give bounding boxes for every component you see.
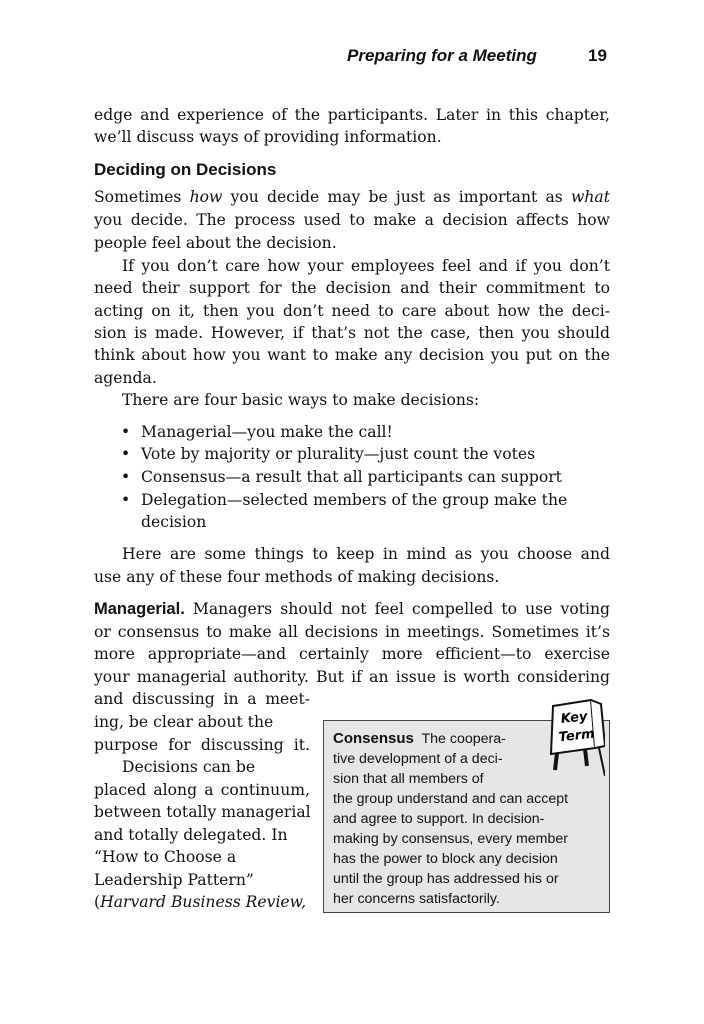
text-line (94, 566, 610, 588)
text-segment: more appropriate—and certainly more efficient—to exercise (94, 645, 610, 663)
bullet-item (121, 466, 610, 488)
bullet-item (121, 421, 610, 443)
bullet-icon: • (121, 445, 131, 463)
text-segment: Delegation—selected members of the group make the (141, 491, 568, 509)
text-segment: ing, be clear about the (94, 713, 274, 731)
text-segment: her concerns satisfactorily. (333, 891, 500, 907)
text-line (94, 126, 610, 148)
text-segment: until the group has addressed his or (333, 871, 559, 887)
running-header-title: Preparing for a Meeting (347, 46, 537, 65)
text-line (94, 232, 610, 254)
text-segment: you decide. The process used to make a decision affects how (94, 211, 610, 229)
text-segment: how (189, 188, 223, 206)
text-segment: Vote by majority or plurality—just count the votes (141, 445, 536, 463)
text-segment: purpose for discussing it. (94, 736, 310, 754)
text-segment: Here are some things to keep in mind as you choose and (122, 545, 610, 563)
text-segment: you decide may be just as important as (222, 188, 572, 206)
text-line (94, 711, 310, 733)
text-segment: Consensus—a result that all participants can support (141, 468, 562, 486)
text-line (122, 255, 610, 277)
definition-line (333, 849, 558, 869)
text-segment: If you don’t care how your employees feel and if you don’t (122, 257, 610, 275)
text-segment: Consensus (333, 730, 414, 747)
text-segment: edge and experience of the participants. Later in this chapter, (94, 106, 610, 124)
text-line (94, 277, 610, 299)
text-line (94, 300, 610, 322)
text-line (141, 511, 610, 533)
text-segment: Leadership Pattern” (94, 871, 254, 889)
text-segment: need their support for the decision and their commitment to (94, 279, 610, 297)
text-segment: There are four basic ways to make decisions: (122, 391, 480, 409)
text-segment: your managerial authority. But if an issue is worth considering (94, 668, 610, 686)
text-line (94, 643, 610, 665)
text-line (94, 104, 610, 126)
text-line (94, 598, 610, 620)
text-segment: and agree to support. In decision- (333, 811, 545, 827)
text-segment: placed along a continuum, (94, 781, 310, 799)
text-segment: making by consensus, every member (333, 831, 568, 847)
text-line (94, 209, 610, 231)
definition-line (333, 869, 559, 889)
text-segment: has the power to block any decision (333, 851, 558, 867)
bullet-item (121, 489, 610, 511)
key-term-badge-text: KeyTerm (558, 709, 596, 746)
definition-line (333, 889, 500, 909)
text-line (94, 734, 310, 756)
section-heading (94, 159, 610, 181)
definition-line (333, 749, 503, 769)
definition-line (333, 769, 484, 789)
text-segment: and discussing in a meet- (94, 690, 310, 708)
text-segment: Managerial. (94, 600, 185, 618)
text-line (94, 666, 610, 688)
text-segment: “How to Choose a (94, 848, 237, 866)
text-segment: we’ll discuss ways of providing information. (94, 128, 442, 146)
text-segment: Harvard Business Review, (100, 893, 307, 911)
page-number: 19 (588, 46, 607, 65)
text-segment: what (571, 188, 610, 206)
text-line (94, 824, 310, 846)
text-line (94, 846, 310, 868)
bullet-icon: • (121, 468, 131, 486)
key-term-easel-icon (535, 698, 605, 776)
text-segment: sion that all members of (333, 771, 484, 787)
text-segment: sion is made. However, if that’s not the case, then you should (94, 324, 610, 342)
bullet-item (121, 443, 610, 465)
bullet-icon: • (121, 491, 131, 509)
text-segment: The coopera- (413, 731, 506, 747)
text-line (94, 779, 310, 801)
text-segment: think about how you want to make any decision you put on the (94, 346, 610, 364)
text-segment: acting on it, then you don’t need to care about how the deci- (94, 302, 610, 320)
text-segment: agenda. (94, 369, 157, 387)
text-segment: or consensus to make all decisions in meetings. Sometimes it’s (94, 623, 610, 641)
text-segment: tive development of a deci- (333, 751, 503, 767)
text-segment: use any of these four methods of making decisions. (94, 568, 500, 586)
text-line (94, 891, 310, 913)
text-line (94, 367, 610, 389)
bullet-icon: • (121, 423, 131, 441)
text-segment: between totally managerial (94, 803, 311, 821)
text-line (94, 869, 310, 891)
text-segment: decision (141, 513, 207, 531)
definition-line (333, 729, 506, 749)
text-segment: Sometimes (94, 188, 190, 206)
text-segment: Managerial—you make the call! (141, 423, 393, 441)
text-line (122, 756, 310, 778)
text-segment: Managers should not feel compelled to use voting (184, 600, 610, 618)
text-segment: and totally delegated. In (94, 826, 288, 844)
text-line (122, 543, 610, 565)
text-line (94, 688, 310, 710)
definition-line (333, 809, 544, 829)
text-line (94, 621, 610, 643)
text-segment: Deciding on Decisions (94, 160, 277, 179)
text-line (94, 322, 610, 344)
text-line (94, 344, 610, 366)
text-line (94, 801, 310, 823)
text-line (122, 389, 610, 411)
text-segment: people feel about the decision. (94, 234, 337, 252)
text-line (94, 186, 610, 208)
definition-line (333, 789, 568, 809)
text-segment: the group understand and can accept (333, 791, 569, 807)
text-segment: ( (94, 893, 101, 911)
definition-line (333, 829, 568, 849)
text-segment: Decisions can be (122, 758, 256, 776)
